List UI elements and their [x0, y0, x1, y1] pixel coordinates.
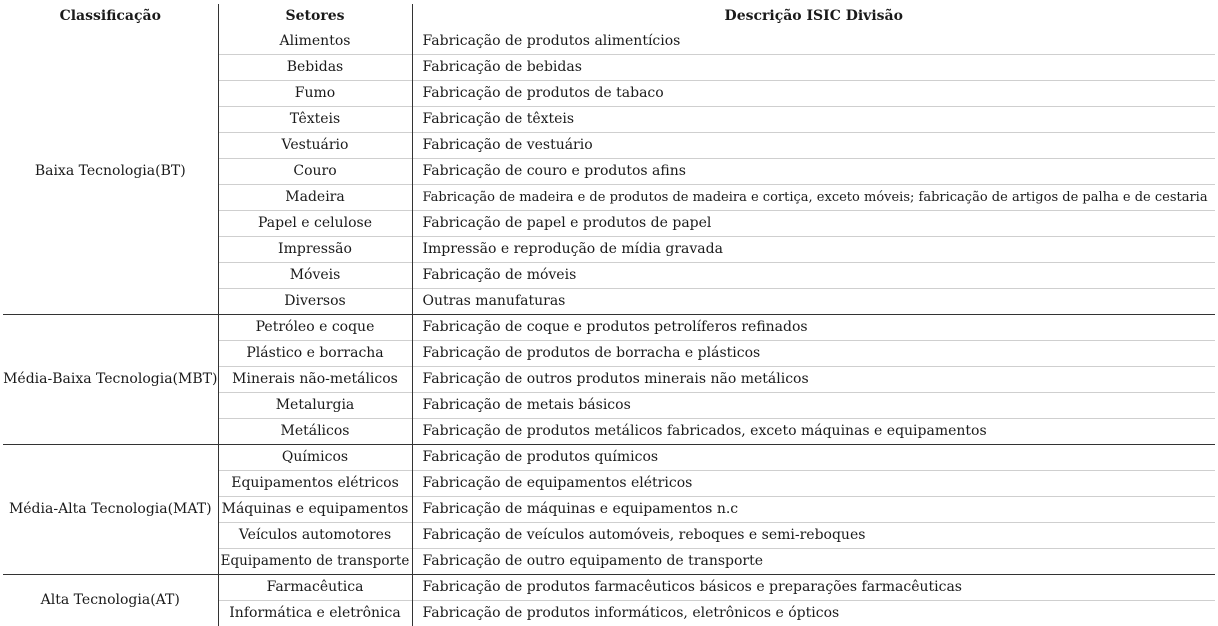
isic-description-cell: Fabricação de produtos de borracha e plásticos [412, 341, 1215, 367]
sector-cell: Minerais não-metálicos [218, 367, 412, 393]
sector-cell: Químicos [218, 445, 412, 471]
isic-description-cell: Fabricação de produtos alimentícios [412, 29, 1215, 55]
isic-description-cell: Fabricação de têxteis [412, 107, 1215, 133]
isic-description-cell: Fabricação de vestuário [412, 133, 1215, 159]
sector-cell: Impressão [218, 237, 412, 263]
sector-cell: Plástico e borracha [218, 341, 412, 367]
isic-description-cell: Fabricação de outros produtos minerais não metálicos [412, 367, 1215, 393]
table-row [3, 445, 1215, 471]
isic-description-cell: Outras manufaturas [412, 289, 1215, 315]
sector-cell: Papel e celulose [218, 211, 412, 237]
isic-description-cell: Fabricação de máquinas e equipamentos n.c [412, 497, 1215, 523]
sector-cell: Petróleo e coque [218, 315, 412, 341]
sector-cell: Têxteis [218, 107, 412, 133]
table-row [3, 315, 1215, 341]
isic-description-cell: Fabricação de bebidas [412, 55, 1215, 81]
classification-cell: Média-Baixa Tecnologia(MBT) [3, 315, 218, 445]
isic-description-cell: Fabricação de outro equipamento de transporte [412, 549, 1215, 575]
sector-cell: Vestuário [218, 133, 412, 159]
classification-table [3, 4, 1215, 626]
sector-cell: Alimentos [218, 29, 412, 55]
header-classificacao: Classificação [3, 4, 218, 29]
classification-cell: Baixa Tecnologia(BT) [3, 29, 218, 315]
isic-description-cell: Fabricação de produtos farmacêuticos básicos e preparações farmacêuticas [412, 575, 1215, 601]
isic-description-cell: Fabricação de metais básicos [412, 393, 1215, 419]
sector-cell: Madeira [218, 185, 412, 211]
isic-description-cell: Fabricação de madeira e de produtos de madeira e cortiça, exceto móveis; fabricação de artigos de palha e de cestaria [412, 185, 1215, 211]
header-row [3, 4, 1215, 29]
sector-cell: Informática e eletrônica [218, 601, 412, 626]
header-setores: Setores [218, 4, 412, 29]
table-row [3, 575, 1215, 601]
sector-cell: Couro [218, 159, 412, 185]
header-descricao: Descrição ISIC Divisão [412, 4, 1215, 29]
sector-cell: Bebidas [218, 55, 412, 81]
sector-cell: Móveis [218, 263, 412, 289]
sector-cell: Máquinas e equipamentos [218, 497, 412, 523]
sector-cell: Metalurgia [218, 393, 412, 419]
classification-cell: Média-Alta Tecnologia(MAT) [3, 445, 218, 575]
isic-description-cell: Impressão e reprodução de mídia gravada [412, 237, 1215, 263]
sector-cell: Fumo [218, 81, 412, 107]
sector-cell: Farmacêutica [218, 575, 412, 601]
isic-description-cell: Fabricação de veículos automóveis, reboques e semi-reboques [412, 523, 1215, 549]
classification-cell: Alta Tecnologia(AT) [3, 575, 218, 626]
sector-cell: Veículos automotores [218, 523, 412, 549]
table-row [3, 29, 1215, 55]
isic-description-cell: Fabricação de coque e produtos petrolíferos refinados [412, 315, 1215, 341]
isic-description-cell: Fabricação de equipamentos elétricos [412, 471, 1215, 497]
isic-description-cell: Fabricação de papel e produtos de papel [412, 211, 1215, 237]
table-body [3, 29, 1215, 626]
isic-description-cell: Fabricação de produtos químicos [412, 445, 1215, 471]
sector-cell: Diversos [218, 289, 412, 315]
isic-description-cell: Fabricação de produtos de tabaco [412, 81, 1215, 107]
isic-description-cell: Fabricação de couro e produtos afins [412, 159, 1215, 185]
sector-cell: Equipamento de transporte [218, 549, 412, 575]
isic-description-cell: Fabricação de produtos metálicos fabricados, exceto máquinas e equipamentos [412, 419, 1215, 445]
sector-cell: Metálicos [218, 419, 412, 445]
sector-cell: Equipamentos elétricos [218, 471, 412, 497]
isic-description-cell: Fabricação de produtos informáticos, eletrônicos e ópticos [412, 601, 1215, 626]
isic-classification-table [3, 4, 1215, 626]
isic-description-cell: Fabricação de móveis [412, 263, 1215, 289]
